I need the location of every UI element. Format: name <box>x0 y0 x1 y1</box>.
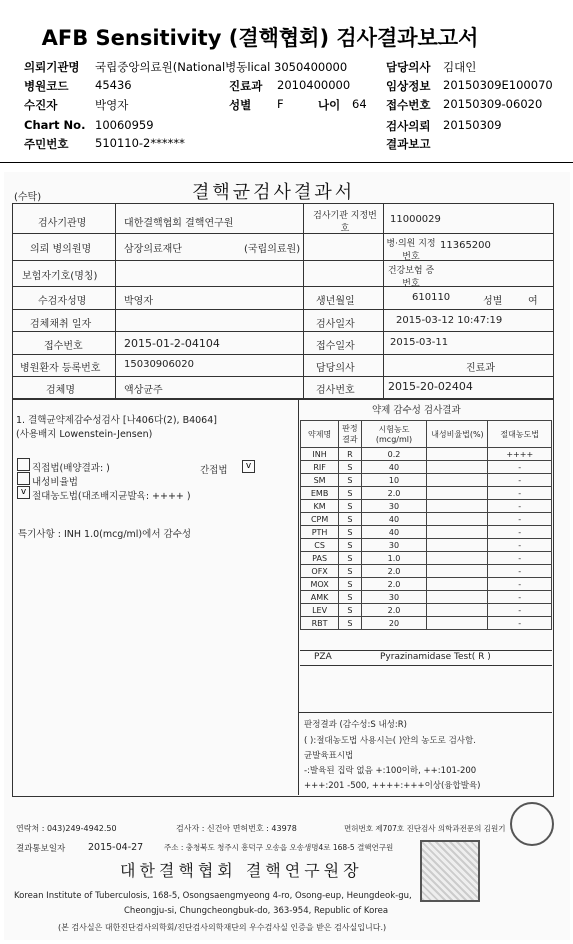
sens-cell: S <box>339 604 361 617</box>
sens-cell: S <box>339 500 361 513</box>
chart-value: 10060959 <box>95 118 154 132</box>
sens-cell: 1.0 <box>361 552 427 565</box>
sens-cell: S <box>339 461 361 474</box>
receipt-label: 접수번호 <box>386 98 431 112</box>
sens-cell <box>427 500 488 513</box>
form-sex-label: 성별 <box>483 296 503 307</box>
sens-cell: 40 <box>361 513 427 526</box>
sens-cell: 20 <box>361 617 427 630</box>
sens-row <box>301 565 552 578</box>
inst-code-label: 검사기관 지정번호 <box>313 211 377 234</box>
sens-cell: - <box>488 565 552 578</box>
sens-cell: - <box>488 617 552 630</box>
sens-cell <box>427 487 488 500</box>
inst-code-value: 11000029 <box>390 214 441 225</box>
name-label: 수검자성명 <box>38 296 87 307</box>
ssn-value: 510110-2****** <box>95 136 185 150</box>
sens-cell: SM <box>301 474 339 487</box>
sens-cell: CS <box>301 539 339 552</box>
legend-4: -:발육된 집락 없음 +:100이하, ++:101-200 <box>304 766 477 776</box>
notice-date: 2015-04-27 <box>88 842 144 853</box>
sex-label: 성별 <box>229 98 252 112</box>
sens-header-row <box>301 421 552 448</box>
sens-cell <box>427 591 488 604</box>
abs-conc-method: 절대농도법(대조배지균발육: ++++ ) <box>32 491 191 502</box>
sens-header-cell: 내성비율법(%) <box>427 421 488 448</box>
org-en-2: Cheongju-si, Chungcheongbuk-do, 363-954, Republic of Korea <box>124 906 389 916</box>
sens-cell <box>427 565 488 578</box>
specimen-label: 검체명 <box>46 385 75 396</box>
sens-cell: - <box>488 578 552 591</box>
sens-cell: ++++ <box>488 448 552 461</box>
sens-cell <box>427 448 488 461</box>
specimen-value: 액상균주 <box>124 385 163 396</box>
sens-header-cell: 판정결과 <box>339 421 361 448</box>
sens-cell: - <box>488 513 552 526</box>
sens-cell: EMB <box>301 487 339 500</box>
sens-cell: S <box>339 578 361 591</box>
form-doctor-label: 담당의사 <box>316 363 355 374</box>
receipt-no-value: 2015-01-2-04104 <box>124 337 220 350</box>
ssn-label: 주민번호 <box>24 137 69 151</box>
sensitivity-table <box>300 420 552 630</box>
receipt-date-label: 접수일자 <box>316 341 355 352</box>
doctor-value: 김대인 <box>443 60 477 74</box>
sens-title: 약제 감수성 검사결과 <box>372 405 461 416</box>
birth-label: 생년월일 <box>316 296 355 307</box>
header-divider <box>0 162 573 163</box>
sex-value: F <box>277 97 284 111</box>
age-label: 나이 <box>318 98 341 112</box>
examiner: 검사자 : 신건아 면허번호 : 43978 <box>176 824 297 833</box>
sens-header-cell: 시험농도(mcg/ml) <box>361 421 427 448</box>
org-kr: 대한결핵협회 결핵연구원장 <box>120 861 363 880</box>
sens-cell: S <box>339 526 361 539</box>
sens-row <box>301 500 552 513</box>
notice-label: 결과통보일자 <box>16 844 66 854</box>
sens-cell: - <box>488 526 552 539</box>
address: 주소 : 충청북도 청주시 흥덕구 오송읍 오송생명4로 168-5 결핵연구원 <box>164 843 394 852</box>
sens-row <box>301 474 552 487</box>
req-code-label: 병·의원 지정번호 <box>386 239 436 262</box>
sens-cell: 0.2 <box>361 448 427 461</box>
patient-no-value: 15030906020 <box>124 359 194 370</box>
sens-cell: - <box>488 539 552 552</box>
receipt-value: 20150309-06020 <box>443 97 543 111</box>
inst-name-value: 대한결핵협회 결핵연구원 <box>124 218 234 229</box>
sens-cell: 40 <box>361 526 427 539</box>
sens-cell: S <box>339 474 361 487</box>
resist-ratio-method: 내성비율법 <box>32 477 78 488</box>
special-note: 특기사항 : INH 1.0(mcg/ml)에서 감수성 <box>18 529 192 540</box>
pza-value: Pyrazinamidase Test( R ) <box>380 652 491 662</box>
sens-cell <box>427 552 488 565</box>
sens-cell: INH <box>301 448 339 461</box>
sens-row <box>301 578 552 591</box>
sens-cell <box>427 461 488 474</box>
contact: 연락처 : 043)249-4942.50 <box>16 824 117 833</box>
patient-value: 박영자 <box>95 98 129 112</box>
sens-cell: RIF <box>301 461 339 474</box>
hosp-code-value: 45436 <box>95 78 132 92</box>
test-no-label: 검사번호 <box>316 385 355 396</box>
sens-row <box>301 552 552 565</box>
sens-cell: R <box>339 448 361 461</box>
req-hosp-label: 의뢰 병의원명 <box>30 244 92 255</box>
sens-cell <box>427 617 488 630</box>
sens-cell: S <box>339 513 361 526</box>
sens-row <box>301 539 552 552</box>
name-value: 박영자 <box>124 296 153 307</box>
sens-cell <box>427 474 488 487</box>
sens-cell: MOX <box>301 578 339 591</box>
institute-seal <box>420 840 480 902</box>
resist-ratio-checkbox[interactable] <box>17 472 30 485</box>
sens-cell <box>427 539 488 552</box>
report-label: 결과보고 <box>386 137 431 151</box>
insure-label: 보험자기호(명칭) <box>22 271 98 282</box>
sens-cell <box>427 604 488 617</box>
receipt-no-label: 접수번호 <box>44 341 83 352</box>
collect-label: 검체채취 일자 <box>30 319 92 330</box>
abs-checkbox[interactable]: v <box>17 486 30 499</box>
org-value: 국립중앙의료원(National병동lical 3050400000 <box>95 60 348 74</box>
hosp-code-label: 병원코드 <box>24 79 69 93</box>
req-hosp-note: (국립의료원) <box>244 244 301 255</box>
sens-cell: S <box>339 487 361 500</box>
sens-cell: S <box>339 591 361 604</box>
sens-cell: 2.0 <box>361 578 427 591</box>
legend-1: 판정결과 (감수성:S 내성:R) <box>304 720 407 730</box>
direct-method: 직접법(배양결과: ) <box>32 463 110 474</box>
sens-cell: PAS <box>301 552 339 565</box>
sens-cell: S <box>339 617 361 630</box>
sens-header-cell: 약제명 <box>301 421 339 448</box>
sens-cell: 40 <box>361 461 427 474</box>
sens-cell: S <box>339 565 361 578</box>
sens-cell: 30 <box>361 591 427 604</box>
legend-5: +++:201 -500, ++++:+++이상(융합발육) <box>304 781 481 791</box>
sens-cell <box>427 513 488 526</box>
org-en-1: Korean Institute of Tuberculosis, 168-5, Osongsaengmyeong 4-ro, Osong-eup, Heungdeok-gu, <box>14 891 412 901</box>
sens-cell: OFX <box>301 565 339 578</box>
pza-label: PZA <box>314 652 332 662</box>
req-hosp-value: 삼장의료재단 <box>124 244 182 255</box>
inst-name-label: 검사기관명 <box>38 218 87 229</box>
license-seal <box>510 802 554 846</box>
sens-cell <box>427 526 488 539</box>
sens-cell: - <box>488 474 552 487</box>
sens-cell: 2.0 <box>361 604 427 617</box>
indirect-checkbox[interactable]: v <box>242 460 255 473</box>
sens-cell <box>427 578 488 591</box>
request-label: 검사의뢰 <box>386 119 431 133</box>
sens-cell: 10 <box>361 474 427 487</box>
request-value: 20150309 <box>443 118 502 132</box>
report-title: AFB Sensitivity (결핵협회) 검사결과보고서 <box>41 26 479 50</box>
license: 면허번호 제707호 진단검사 의학과전문의 김원기 <box>344 824 506 833</box>
insure-card-label: 건강보험 증번호 <box>387 266 435 289</box>
dept-value: 2010400000 <box>277 78 351 92</box>
sens-cell: S <box>339 539 361 552</box>
sens-cell: - <box>488 487 552 500</box>
sens-cell: RBT <box>301 617 339 630</box>
clinical-label: 임상정보 <box>386 79 431 93</box>
cert-note: (본 검사실은 대한진단검사의학회/진단검사의학재단의 우수검사실 인증을 받은 검사실입니다.) <box>58 923 387 932</box>
patient-no-label: 병원환자 등록번호 <box>20 363 101 374</box>
sens-cell: 2.0 <box>361 487 427 500</box>
sens-row <box>301 604 552 617</box>
sens-row <box>301 487 552 500</box>
sens-cell: - <box>488 461 552 474</box>
sens-cell: - <box>488 552 552 565</box>
sens-cell: - <box>488 604 552 617</box>
dept-label: 진료과 <box>229 79 263 93</box>
receipt-date-value: 2015-03-11 <box>390 337 449 348</box>
sens-row <box>301 461 552 474</box>
sens-cell: S <box>339 552 361 565</box>
sens-row <box>301 448 552 461</box>
sens-header-cell: 절대농도법 <box>488 421 552 448</box>
req-code-value: 11365200 <box>440 240 491 251</box>
direct-checkbox[interactable] <box>17 458 30 471</box>
sens-cell: 30 <box>361 500 427 513</box>
item1: 1. 결핵균약제감수성검사 [나406다(2), B4064] <box>16 415 217 426</box>
sens-cell: KM <box>301 500 339 513</box>
test-date-value: 2015-03-12 10:47:19 <box>396 315 503 326</box>
test-date-label: 검사일자 <box>316 319 355 330</box>
legend-2: ( ):절대농도법 사용시는( )안의 농도로 검사함. <box>304 736 476 746</box>
age-value: 64 <box>352 97 367 111</box>
clinic-label: 진료과 <box>466 363 495 374</box>
test-no-value: 2015-20-02404 <box>388 380 473 393</box>
sens-row <box>301 526 552 539</box>
sens-cell: CPM <box>301 513 339 526</box>
medium: (사용배지 Lowenstein-Jensen) <box>16 429 153 440</box>
birth-value: 610110 <box>412 292 451 303</box>
patient-label: 수진자 <box>24 98 58 112</box>
indirect-method: 간접법 <box>200 465 228 476</box>
form-sex-value: 여 <box>528 296 538 307</box>
sens-cell: AMK <box>301 591 339 604</box>
receipt-tag: (수탁) <box>14 192 42 203</box>
sens-cell: - <box>488 591 552 604</box>
org-label: 의뢰기관명 <box>24 60 80 74</box>
sens-row <box>301 617 552 630</box>
sens-cell: 2.0 <box>361 565 427 578</box>
sens-row <box>301 513 552 526</box>
legend-3: 균발육표시법 <box>304 751 354 761</box>
sens-cell: 30 <box>361 539 427 552</box>
sens-cell: - <box>488 500 552 513</box>
sens-cell: LEV <box>301 604 339 617</box>
clinical-value: 20150309E100070 <box>443 78 553 92</box>
chart-label: Chart No. <box>24 118 86 132</box>
sens-row <box>301 591 552 604</box>
sens-cell: PTH <box>301 526 339 539</box>
form-title: 결핵균검사결과서 <box>192 182 356 203</box>
doctor-label: 담당의사 <box>386 60 431 74</box>
